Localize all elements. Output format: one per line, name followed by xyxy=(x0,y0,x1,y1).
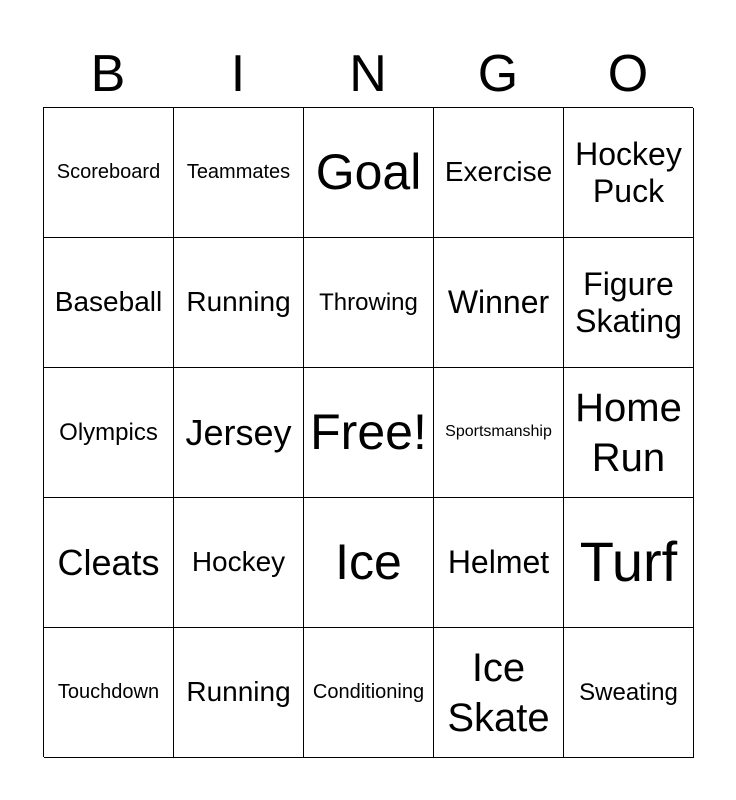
header-letter-b: B xyxy=(90,45,126,103)
cell-label: Figure Skating xyxy=(575,265,682,339)
cell-label: Hockey xyxy=(191,546,286,578)
cell-label: Teammates xyxy=(186,161,291,183)
cell-label: Cleats xyxy=(57,541,160,583)
bingo-header xyxy=(43,42,693,106)
header-letter-i: I xyxy=(230,45,246,103)
cell-label: Sportsmanship xyxy=(445,423,552,441)
bingo-cell xyxy=(434,498,564,628)
bingo-cell xyxy=(304,368,434,498)
bingo-cell xyxy=(434,238,564,368)
bingo-cell xyxy=(44,368,174,498)
cell-label: Scoreboard xyxy=(56,161,161,183)
bingo-cell xyxy=(304,108,434,238)
cell-label: Turf xyxy=(579,530,678,594)
bingo-cell xyxy=(44,238,174,368)
cell-label: Touchdown xyxy=(57,681,160,703)
bingo-cell xyxy=(174,108,304,238)
cell-label: Hockey Puck xyxy=(575,135,682,209)
cell-label: Sweating xyxy=(579,678,678,706)
bingo-board xyxy=(43,107,693,757)
bingo-cell xyxy=(44,108,174,238)
cell-label: Throwing xyxy=(319,288,418,316)
cell-label: Winner xyxy=(447,284,550,321)
bingo-cell xyxy=(304,238,434,368)
bingo-cell xyxy=(174,368,304,498)
cell-label: Exercise xyxy=(444,156,553,188)
bingo-cell xyxy=(44,498,174,628)
bingo-cell xyxy=(564,108,694,238)
cell-label: Ice Skate xyxy=(447,645,550,740)
bingo-cell xyxy=(304,628,434,758)
bingo-cell xyxy=(434,628,564,758)
cell-label: Helmet xyxy=(447,544,550,581)
bingo-cell xyxy=(564,368,694,498)
cell-label: Free! xyxy=(310,403,427,460)
bingo-cell xyxy=(434,368,564,498)
header-letter-n: N xyxy=(349,45,387,103)
cell-label: Conditioning xyxy=(312,681,425,703)
cell-label: Baseball xyxy=(54,286,163,318)
header-letter-g: G xyxy=(477,45,519,103)
header-letter-o: O xyxy=(607,45,649,103)
cell-label: Running xyxy=(186,286,291,318)
bingo-cell xyxy=(434,108,564,238)
bingo-cell xyxy=(564,628,694,758)
bingo-cell xyxy=(174,238,304,368)
bingo-cell xyxy=(174,628,304,758)
bingo-cell xyxy=(304,498,434,628)
bingo-cell xyxy=(564,498,694,628)
cell-label: Home Run xyxy=(575,385,682,480)
bingo-cell xyxy=(564,238,694,368)
bingo-cell xyxy=(44,628,174,758)
bingo-cell xyxy=(174,498,304,628)
cell-label: Jersey xyxy=(185,411,292,453)
cell-label: Olympics xyxy=(59,418,158,446)
cell-label: Running xyxy=(186,676,291,708)
cell-label: Ice xyxy=(335,533,402,590)
cell-label: Goal xyxy=(315,143,422,200)
